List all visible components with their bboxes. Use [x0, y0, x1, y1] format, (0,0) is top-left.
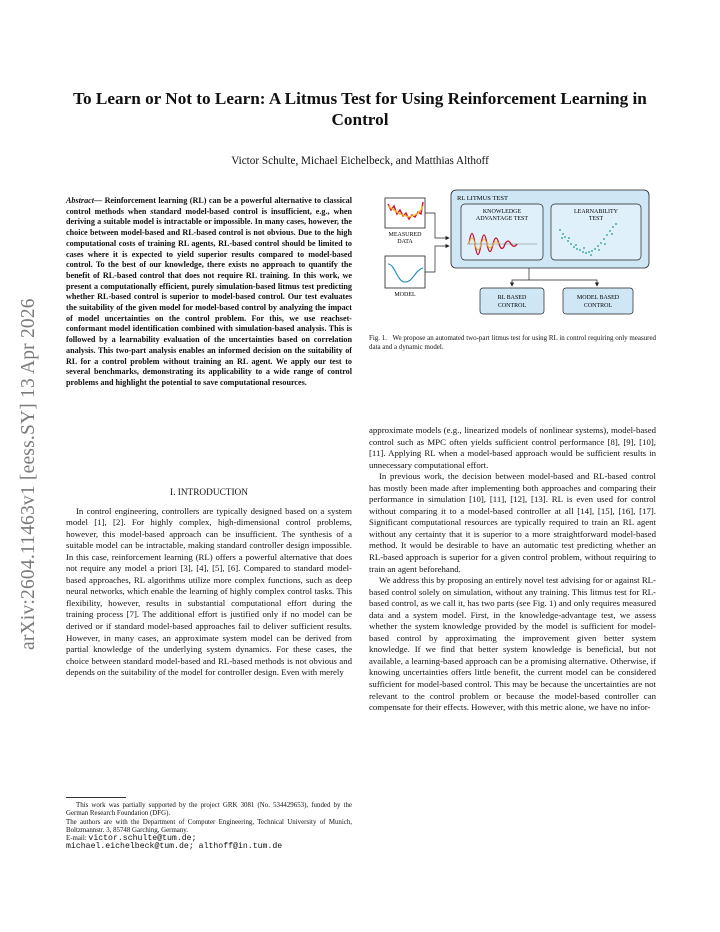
learnability-test-label-line-2: TEST [588, 216, 604, 222]
measured-data-label-line-2: DATA [397, 239, 413, 245]
rl-control-label-line-2: CONTROL [497, 303, 527, 309]
footnote [66, 802, 352, 852]
model-label: MODEL [394, 292, 416, 298]
abstract-label: Abstract [66, 196, 94, 205]
arrow-model-to-test [425, 246, 449, 272]
figure-caption-label: Fig. 1. [369, 334, 388, 342]
introduction-right [369, 425, 656, 714]
footnote-email-2: michael.eichelbeck@tum.de; althoff@in.tum.de [66, 842, 283, 852]
abstract-text: — Reinforcement learning (RL) can be a powerful alternative to classical control methods when standard model-based control is insufficient, e.g., when deriving a suitable model is intractable or impossible. In many cases, however, the choice between model-based and RL-based control is not obvious. Due to the high computational costs of training RL agents, RL-based control should be limited to cases where it is expected to yield superior results compared to model-based control. To the best of our knowledge, there exists no approach to quantify the benefit of RL-based control that does not require RL training. In this work, we present a computationally efficient, purely simulation-based litmus test predicting whether RL-based control is superior to model-based control. Our test evaluates the suitability of the given model for model-based control by analyzing the impact of model uncertainties on the control problem. For this, we use reachset-conformant model identification combined with simulation-based analysis. This is followed by a learnability evaluation of the uncertainties based on correlation analysis. This two-part analysis enables an informed decision on the suitability of RL for a control problem without training an RL agent. We apply our test to several benchmarks, demonstrating its applicability to a wide range of control problems and highlight the potential to save computational resources. [66, 196, 352, 387]
footnote-affiliation: The authors are with the Department of Computer Engineering, Technical University of Munich, Boltzmannstr. 3, 85748 Garching, Germany. [66, 818, 352, 834]
paper-title: To Learn or Not to Learn: A Litmus Test for Using Reinforcement Learning in Control [73, 89, 647, 129]
figure-1 [379, 186, 654, 316]
figure-diagram [379, 186, 654, 316]
abstract [66, 196, 352, 389]
footnote-funding: This work was partially supported by the project GRK 3081 (No. 534429653), funded by the German Research Foundation (DFG). [66, 802, 352, 818]
arrow-to-rl-control [512, 268, 529, 286]
rl-control-label-line-1: RL BASED [497, 295, 527, 301]
figure-caption [369, 334, 656, 351]
intro-right-paragraph-3: We address this by proposing an entirely novel test advising for or against RL-based control solely on simulation, without any training. This litmus test for RL-based control, as we call it, has two parts (see Fig. 1) and only requires measured data and a system model. First, in the knowledge-advantage test, we assess whether the system knowledge provided by the model is sufficient for model-based control by approximating the improvement given better system knowledge. If we find that better system knowledge is beneficial, but not available, a learning-based approach can be a promising alternative. Otherwise, if knowing uncertainties offers little benefit, the current model can be considered sufficient for model-based control. This may be because the uncertainties are not relevant to the control problem or because the model-based controller can compensate for their effects. However, with this metric alone, we have no infor- [369, 575, 656, 713]
figure-caption-text: We propose an automated two-part litmus test for using RL in control requiring only measured data and a dynamic model. [369, 334, 656, 351]
model-box [385, 256, 425, 288]
intro-right-paragraph-2: In previous work, the decision between model-based and RL-based control has mostly been made after implementing both approaches and comparing their performance in simulation [10], [11], [12], [13]. RL is even used for control without comparing it to a model-based controller at all [14], [15], [16], [17]. Significant computational resources are typically required to train an RL agent without any certainty that it is superior to a more straightforward model-based method. It would be desirable to have an automatic test predicting whether an RL-based approach is superior for a given control problem, without requiring to train an agent beforehand. [369, 471, 656, 574]
arxiv-margin-tag: arXiv:2604.11463v1 [eess.SY] 13 Apr 2026 [18, 298, 39, 650]
paper-authors: Victor Schulte, Michael Eichelbeck, and Matthias Althoff [231, 155, 489, 167]
knowledge-test-label-line-1: KNOWLEDGE [482, 209, 522, 215]
measured-data-label-line-1: MEASURED [388, 232, 422, 238]
footnote-email-label: E-mail: [66, 835, 87, 843]
rl-based-control-box [480, 288, 544, 314]
intro-paragraph-1: In control engineering, controllers are typically designed based on a system model [1], [2]. For highly complex, high-dimensional control problems, however, this model-based approach can be insufficient. The synthesis of a suitable model can be intractable, making standard controller design impossible. In this case, reinforcement learning (RL) offers a powerful alternative that does not require any model a priori [3], [4], [5], [6]. Compared to standard model-based approaches, RL algorithms utilize more complex functions, such as deep neural networks, which enable the learning of highly complex control tasks. This flexibility, however, results in substantial computational effort during the training process [7]. The additional effort is justified only if no model can be derived or if standard model-based approaches fail to deliver sufficient results. However, in many cases, an approximate system model can be derived from partial knowledge of the underlying system dynamics. For these cases, the choice between standard model-based and RL-based methods is not obvious and depends on the suitability of the model for controller design. Even with merely [66, 505, 352, 678]
model-based-control-box [563, 288, 633, 314]
arrow-data-to-test [425, 213, 449, 238]
arrow-to-model-control [529, 280, 597, 286]
footnote-rule [66, 797, 126, 798]
knowledge-test-label-line-2: ADVANTAGE TEST [475, 216, 529, 222]
footnote-email-1: victor.schulte@tum.de; [88, 834, 197, 844]
introduction-left [66, 488, 352, 679]
intro-right-paragraph-1: approximate models (e.g., linearized models of nonlinear systems), model-based control such as MPC often yields sufficient control performance [8], [9], [10], [11]. Applying RL when a model-based approach would be sufficient results in unnecessary computational effort. [369, 425, 656, 470]
model-control-label-line-1: MODEL BASED [576, 295, 620, 301]
learnability-test-label-line-1: LEARNABILITY [574, 209, 618, 215]
section-heading: I. INTRODUCTION [170, 488, 248, 498]
litmus-test-label: RL LITMUS TEST [457, 195, 508, 202]
model-control-label-line-2: CONTROL [583, 303, 613, 309]
